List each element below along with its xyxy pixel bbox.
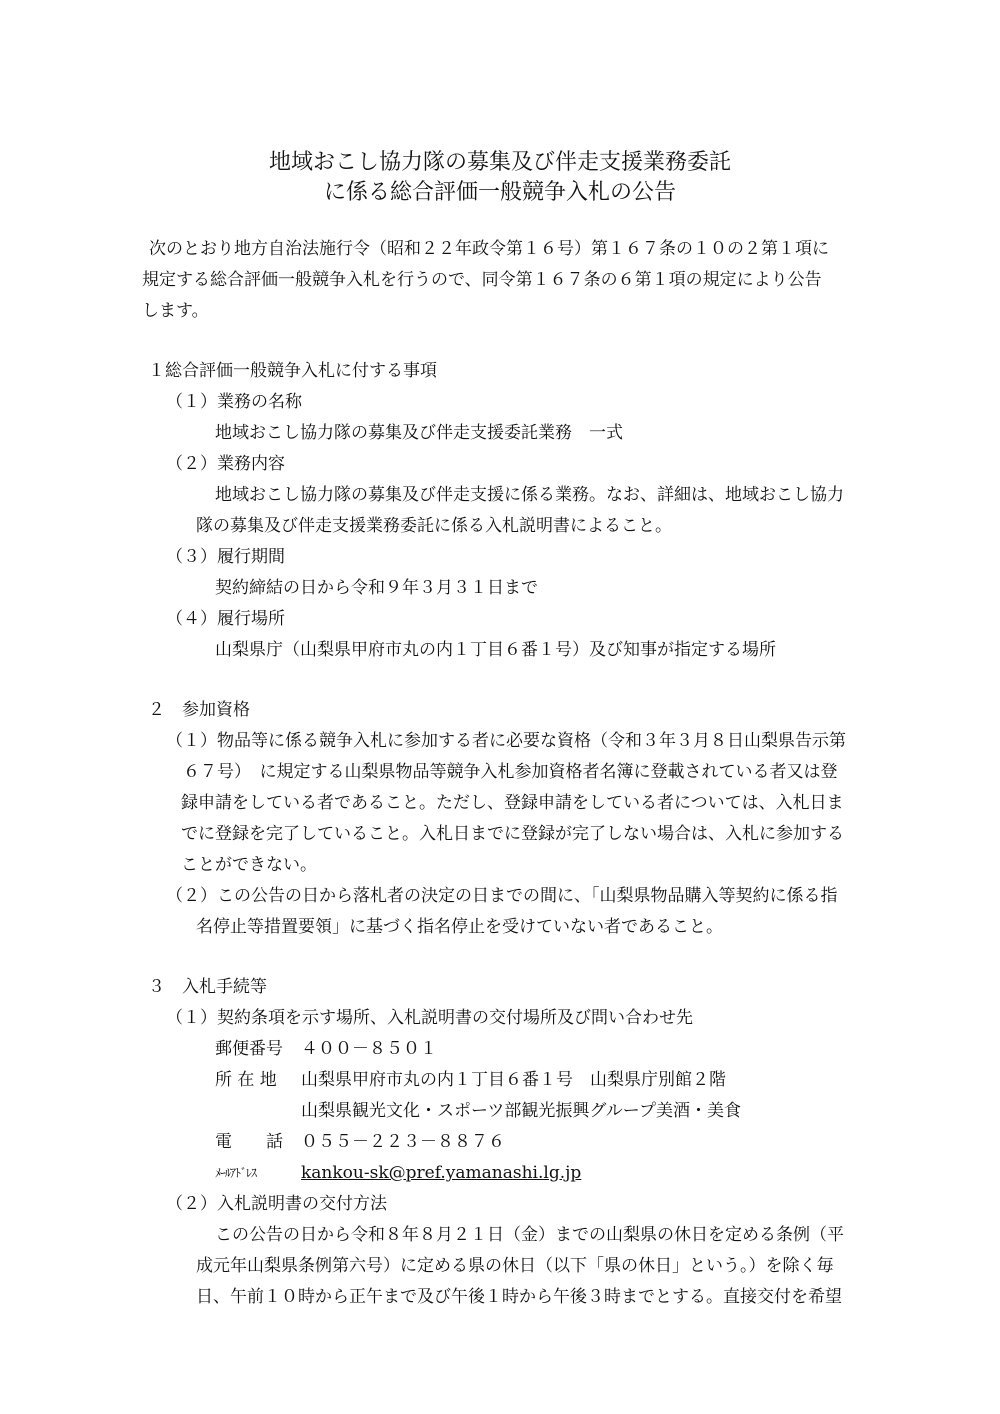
intro-line: 規定する総合評価一般競争入札を行うので、同令第１６７条の６第１項の規定により公告 bbox=[142, 270, 822, 290]
mail-label: ﾒｰﾙｱﾄﾞﾚｽ bbox=[215, 1166, 257, 1180]
item-text: 地域おこし協力隊の募集及び伴走支援に係る業務。なお、詳細は、地域おこし協力 bbox=[215, 485, 844, 505]
item-label: （４）履行場所 bbox=[166, 609, 285, 629]
item-text: 隊の募集及び伴走支援業務委託に係る入札説明書によること。 bbox=[196, 516, 672, 536]
phone-label: 電 話 bbox=[215, 1132, 283, 1152]
page-title-line-2: に係る総合評価一般競争入札の公告 bbox=[323, 180, 676, 205]
item-label: （１）業務の名称 bbox=[166, 392, 302, 412]
item-label: （２）業務内容 bbox=[166, 454, 285, 474]
postal-label: 郵便番号 bbox=[215, 1039, 283, 1059]
email-link[interactable]: kankou-sk@pref.yamanashi.lg.jp bbox=[301, 1163, 582, 1183]
item-text: ６７号） に規定する山梨県物品等競争入札参加資格者名簿に登載されている者又は登 bbox=[183, 762, 838, 782]
item-text: 契約締結の日から令和９年３月３１日まで bbox=[215, 578, 538, 598]
postal-value: ４００－８５０１ bbox=[301, 1039, 437, 1059]
item-text: 成元年山梨県条例第六号）に定める県の休日（以下「県の休日」という。）を除く毎 bbox=[196, 1256, 834, 1276]
item-text: この公告の日から令和８年８月２１日（金）までの山梨県の休日を定める条例（平 bbox=[215, 1225, 844, 1245]
intro-line: 次のとおり地方自治法施行令（昭和２２年政令第１６号）第１６７条の１０の２第１項に bbox=[149, 239, 829, 259]
item-text: 地域おこし協力隊の募集及び伴走支援委託業務 一式 bbox=[215, 423, 623, 443]
item-label: （１）契約条項を示す場所、入札説明書の交付場所及び問い合わせ先 bbox=[166, 1008, 693, 1028]
section-3-heading: ３ 入札手続等 bbox=[148, 977, 267, 997]
intro-line: します。 bbox=[142, 301, 209, 321]
section-1-heading: １総合評価一般競争入札に付する事項 bbox=[148, 361, 437, 381]
item-text: 山梨県庁（山梨県甲府市丸の内１丁目６番１号）及び知事が指定する場所 bbox=[215, 640, 776, 660]
item-text: 録申請をしている者であること。ただし、登録申請をしている者については、入札日ま bbox=[181, 793, 844, 813]
phone-value: ０５５－２２３－８８７６ bbox=[301, 1132, 505, 1152]
section-2-heading: ２ 参加資格 bbox=[148, 700, 250, 720]
item-text: でに登録を完了していること。入札日までに登録が完了しない場合は、入札に参加する bbox=[181, 824, 844, 844]
address-value: 山梨県観光文化・スポーツ部観光振興グループ美酒・美食 bbox=[301, 1101, 741, 1121]
item-text: 日、午前１０時から正午まで及び午後１時から午後３時までとする。直接交付を希望 bbox=[196, 1287, 842, 1307]
item-text: 名停止等措置要領」に基づく指名停止を受けていない者であること。 bbox=[196, 917, 723, 937]
item-text: （１）物品等に係る競争入札に参加する者に必要な資格（令和３年３月８日山梨県告示第 bbox=[166, 731, 846, 751]
page-title-line-1: 地域おこし協力隊の募集及び伴走支援業務委託 bbox=[268, 150, 731, 175]
item-text: ことができない。 bbox=[181, 855, 317, 875]
item-text: （２）この公告の日から落札者の決定の日までの間に、「山梨県物品購入等契約に係る指 bbox=[166, 886, 838, 906]
address-value: 山梨県甲府市丸の内１丁目６番１号 山梨県庁別館２階 bbox=[301, 1070, 726, 1090]
address-label: 所 在 地 bbox=[215, 1070, 277, 1090]
item-label: （２）入札説明書の交付方法 bbox=[166, 1194, 387, 1214]
item-label: （３）履行期間 bbox=[166, 547, 285, 567]
